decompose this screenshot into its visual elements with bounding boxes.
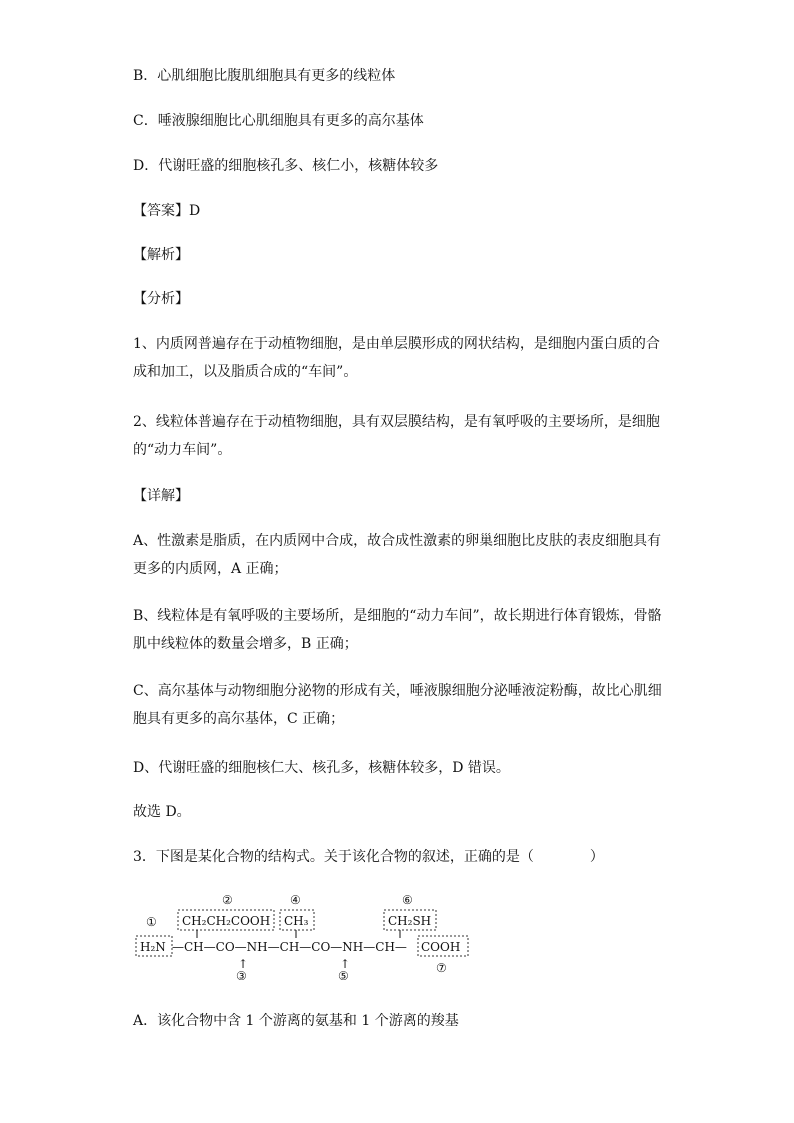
label-7: ⑦ xyxy=(436,961,447,975)
arrow-3: ↑ xyxy=(238,957,249,971)
detail-heading: 【详解】 xyxy=(133,488,189,504)
main-chain: —CH—CO—NH—CH—CO—NH—CH— xyxy=(172,940,407,954)
label-4: ④ xyxy=(290,893,301,907)
r-group-2: CH₂CH₂COOH xyxy=(182,914,271,928)
analysis-heading: 【解析】 xyxy=(133,247,189,263)
label-1: ① xyxy=(146,915,157,929)
answer-label: 【答案】D xyxy=(133,203,201,219)
r-group-4: CH₃ xyxy=(284,914,309,928)
conclusion: 故选 D。 xyxy=(133,804,191,820)
option-c: C．唾液腺细胞比心肌细胞具有更多的高尔基体 xyxy=(133,113,424,129)
arrow-5: ↑ xyxy=(340,957,351,971)
detail-d: D、代谢旺盛的细胞核仁大、核孔多，核糖体较多，D 错误。 xyxy=(133,760,510,776)
detail-c: C、高尔基体与动物细胞分泌物的形成有关，唾液腺细胞分泌唾液淀粉酶，故比心肌细胞具有更多的高尔基体，C 正确； xyxy=(133,683,662,727)
detail-a: A、性激素是脂质，在内质网中合成，故合成性激素的卵巢细胞比皮肤的表皮细胞具有更多的内质网，A 正确； xyxy=(133,533,662,577)
option-3-a: A．该化合物中含 1 个游离的氨基和 1 个游离的羧基 xyxy=(133,1013,459,1029)
amino-group: H₂N xyxy=(140,940,166,954)
label-3: ③ xyxy=(236,969,247,980)
option-b: B．心肌细胞比腹肌细胞具有更多的线粒体 xyxy=(133,68,396,84)
carboxyl-group: COOH xyxy=(421,940,461,954)
option-d: D．代谢旺盛的细胞核孔多、核仁小，核糖体较多 xyxy=(133,158,439,174)
fenxi-heading: 【分析】 xyxy=(133,291,189,307)
fenxi-point-1: 1、内质网普遍存在于动植物细胞，是由单层膜形成的网状结构，是细胞内蛋白质的合成和加工，以及脂质合成的“车间”。 xyxy=(133,336,660,380)
label-5: ⑤ xyxy=(338,969,349,980)
r-group-6: CH₂SH xyxy=(388,914,432,928)
structural-formula xyxy=(130,890,490,980)
detail-b: B、线粒体是有氧呼吸的主要场所，是细胞的“动力车间”，故长期进行体育锻炼，骨骼肌中线粒体的数量会增多，B 正确； xyxy=(133,608,662,652)
label-2: ② xyxy=(222,893,233,907)
question-3: 3．下图是某化合物的结构式。关于该化合物的叙述，正确的是（ ） xyxy=(133,849,604,865)
fenxi-point-2: 2、线粒体普遍存在于动植物细胞，具有双层膜结构，是有氧呼吸的主要场所，是细胞的“动力车间”。 xyxy=(133,414,660,458)
label-6: ⑥ xyxy=(402,893,413,907)
